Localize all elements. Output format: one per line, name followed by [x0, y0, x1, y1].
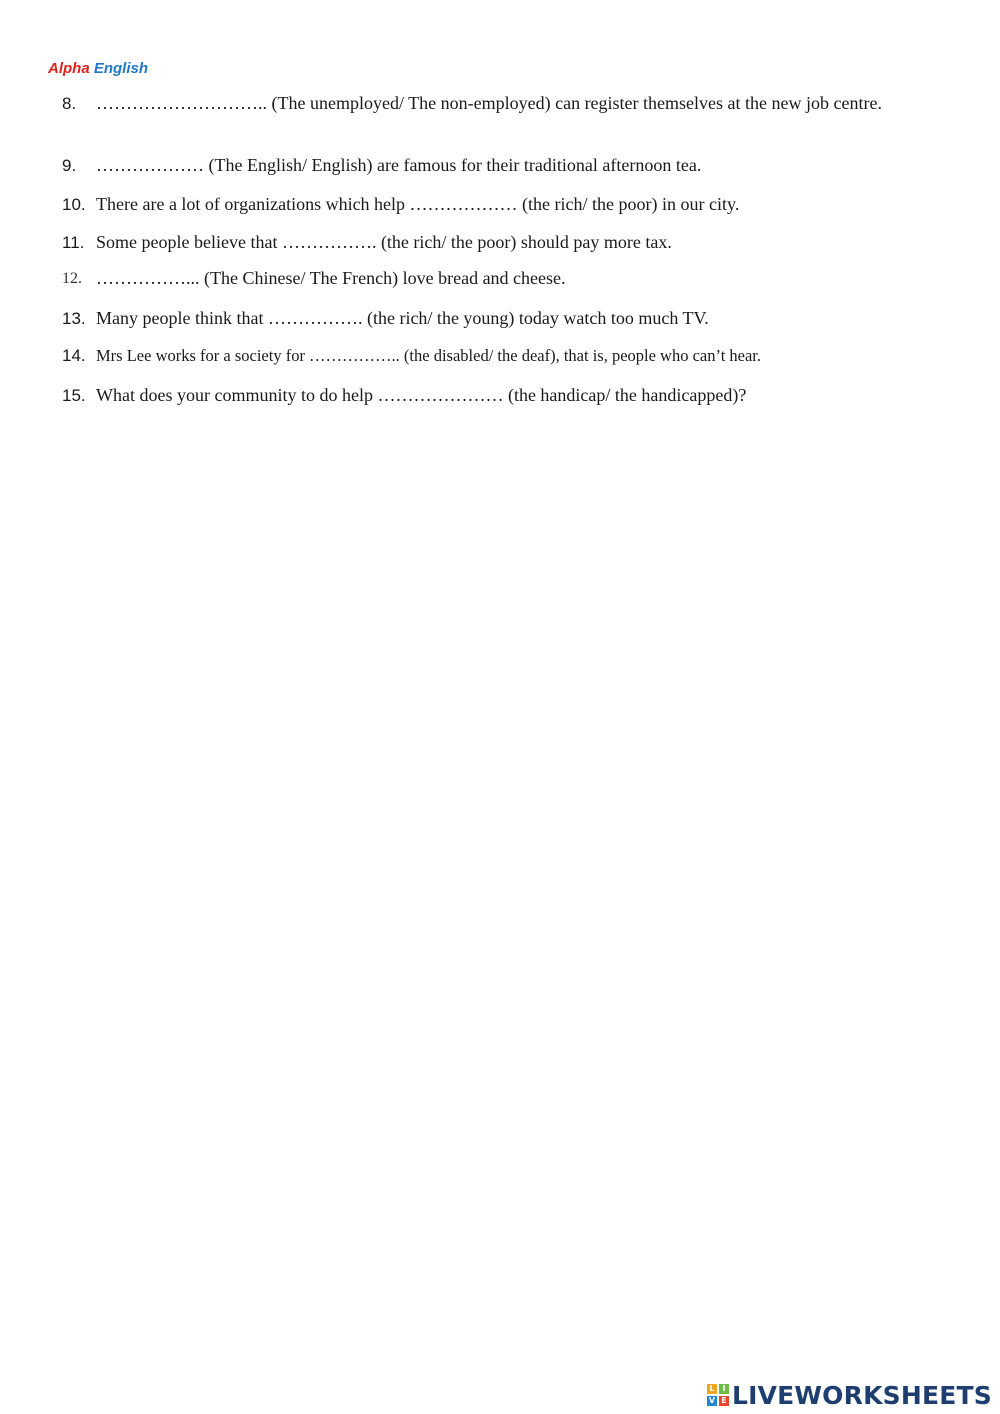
exercise-item-11	[62, 231, 942, 254]
exercise-item-15	[62, 384, 942, 407]
item-text: Many people think that ……………. (the rich/ the young) today watch too much TV.	[96, 308, 709, 328]
brand-title	[48, 60, 148, 77]
item-text: Mrs Lee works for a society for …………….. (the disabled/ the deaf), that is, people who can’t hear.	[96, 346, 762, 365]
item-text: ……………………….. (The unemployed/ The non-employed) can register themselves at the new job centre.	[96, 93, 882, 113]
item-text: ……………... (The Chinese/ The French) love bread and cheese.	[96, 268, 566, 288]
exercise-item-13	[62, 307, 942, 330]
item-text: ……………… (The English/ English) are famous for their traditional afternoon tea.	[96, 155, 702, 175]
item-text: What does your community to do help ………………… (the handicap/ the handicapped)?	[96, 385, 747, 405]
item-text: Some people believe that ……………. (the rich/ the poor) should pay more tax.	[96, 232, 672, 252]
liveworksheets-logo	[707, 1378, 992, 1412]
exercise-item-14	[62, 344, 942, 367]
exercise-item-12	[62, 267, 942, 290]
item-number: 9.	[62, 156, 77, 175]
brand-word-alpha: Alpha	[48, 60, 90, 77]
exercise-item-9	[62, 154, 942, 177]
item-number: 8.	[62, 94, 77, 113]
logo-grid-letter: E	[719, 1396, 729, 1406]
item-number: 14.	[62, 346, 86, 365]
item-number: 15.	[62, 386, 86, 405]
item-text: There are a lot of organizations which help ……………… (the rich/ the poor) in our city.	[96, 194, 740, 214]
item-number: 12.	[62, 270, 82, 287]
logo-grid-letter: I	[719, 1384, 729, 1394]
item-number: 10.	[62, 195, 86, 214]
logo-grid-letter: L	[707, 1384, 717, 1394]
brand-word-english: English	[93, 60, 149, 77]
item-number: 11.	[62, 233, 85, 252]
item-number: 13.	[62, 309, 86, 328]
logo-grid-letter: V	[708, 1396, 716, 1405]
logo-grid-icon	[707, 1384, 729, 1406]
exercise-item-10	[62, 193, 942, 216]
logo-text: LIVEWORKSHEETS	[731, 1380, 992, 1410]
exercise-item-8	[62, 92, 942, 115]
